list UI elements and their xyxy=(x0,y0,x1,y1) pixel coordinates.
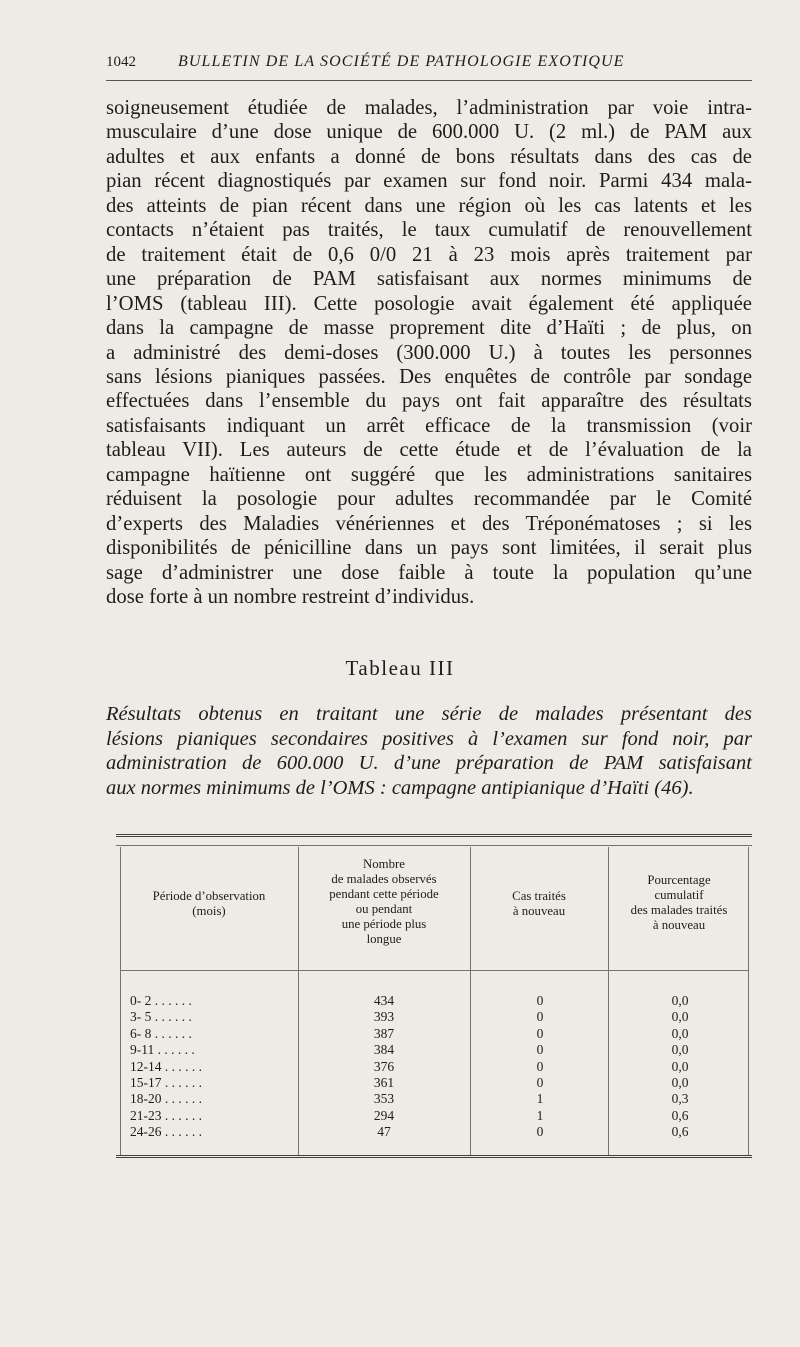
text-line: lésions pianiques secondaires positives à l’examen sur fond noir, par xyxy=(106,727,752,750)
cell-count: 294 xyxy=(373,1107,395,1123)
cell-count: 387 xyxy=(373,1025,395,1041)
text-line: d’experts des Maladies vénériennes et des Tréponématoses ; si les xyxy=(106,512,752,535)
cell-retreated: 1 xyxy=(536,1091,544,1107)
cell-retreated: 0 xyxy=(536,1124,544,1140)
cell-retreated: 0 xyxy=(536,1075,544,1090)
page-number: 1042 xyxy=(106,54,136,70)
header-count xyxy=(300,857,468,947)
table-title: Tableau III xyxy=(345,656,455,680)
text-line: pian récent diagnostiqués par examen sur fond noir. Parmi 434 mala- xyxy=(106,170,752,193)
cell-period: 24-26 . . . . . . xyxy=(130,1124,202,1140)
text-line: de traitement était de 0,6 0/0 21 à 23 mois après traitement par xyxy=(106,243,752,266)
cell-retreated: 0 xyxy=(536,1058,544,1074)
text-line: à nouveau xyxy=(512,904,566,918)
header-rule xyxy=(120,970,748,971)
cell-retreated: 0 xyxy=(536,1009,544,1025)
text-line: pendant cette période xyxy=(329,887,439,901)
cell-percentage: 0,6 xyxy=(671,1107,689,1123)
cell-period: 21-23 . . . . . . xyxy=(130,1107,202,1123)
text-line: sans lésions pianiques passées. Des enquêtes de contrôle par sondage xyxy=(106,365,752,388)
cell-period: 0- 2 . . . . . . xyxy=(130,993,192,1008)
cell-period: 15-17 . . . . . . xyxy=(130,1075,202,1090)
table-row xyxy=(116,1059,752,1075)
text-line: (mois) xyxy=(192,904,226,918)
table-row xyxy=(116,1026,752,1042)
cell-count: 353 xyxy=(373,1091,395,1107)
text-line: Résultats obtenus en traitant une série de malades présentant des xyxy=(106,703,752,725)
running-header xyxy=(106,52,752,81)
text-line: a administré des demi-doses (300.000 U.) à toutes les personnes xyxy=(106,341,752,364)
cell-percentage: 0,0 xyxy=(671,1042,689,1058)
cell-percentage: 0,0 xyxy=(671,1009,689,1025)
cell-count: 376 xyxy=(373,1058,395,1074)
cell-count: 434 xyxy=(373,993,395,1008)
cell-count: 47 xyxy=(377,1124,391,1140)
cell-count: 361 xyxy=(373,1075,395,1090)
cell-period: 18-20 . . . . . . xyxy=(130,1091,202,1107)
text-line: aux normes minimums de l’OMS : campagne antipianique d’Haïti (46). xyxy=(106,776,694,799)
text-line: administration de 600.000 U. d’une préparation de PAM satisfaisant xyxy=(106,752,752,774)
table-row xyxy=(116,1075,752,1091)
header-period xyxy=(122,889,296,919)
text-line: des malades traités xyxy=(630,903,728,917)
cell-retreated: 1 xyxy=(536,1107,544,1123)
cell-period: 12-14 . . . . . . xyxy=(130,1058,202,1074)
cell-period: 9-11 . . . . . . xyxy=(130,1042,195,1058)
cell-percentage: 0,3 xyxy=(671,1091,689,1107)
text-line: Pourcentage xyxy=(647,873,711,887)
text-line: campagne haïtienne ont suggéré que les administrations sanitaires xyxy=(106,463,752,486)
text-line: cumulatif xyxy=(654,888,704,902)
text-line: sage d’administrer une dose faible à toute la population qu’une xyxy=(106,561,752,584)
text-line: contacts n’étaient pas traités, le taux cumulatif de renouvellement xyxy=(106,219,752,242)
cell-retreated: 0 xyxy=(536,1042,544,1058)
text-line: soigneusement étudiée de malades, l’administration par voie intra- xyxy=(106,97,752,119)
table-row xyxy=(116,1091,752,1107)
text-line: ou pendant xyxy=(355,902,413,916)
text-line: à nouveau xyxy=(652,918,706,932)
cell-percentage: 0,0 xyxy=(671,1058,689,1074)
text-line: satisfaisants indiquant un arrêt efficace de la transmission (voir xyxy=(106,414,752,437)
table-row xyxy=(116,1124,752,1140)
table-inner-top-rule xyxy=(116,845,752,846)
cell-count: 393 xyxy=(373,1009,395,1025)
text-line: adultes et aux enfants a donné de bons résultats dans des cas de xyxy=(106,145,752,168)
text-line: Cas traités xyxy=(512,889,566,903)
header-retreated xyxy=(472,889,606,919)
table-caption xyxy=(106,702,752,800)
cell-retreated: 0 xyxy=(536,1025,544,1041)
cell-percentage: 0,0 xyxy=(671,993,689,1008)
cell-count: 384 xyxy=(373,1042,395,1058)
cell-percentage: 0,6 xyxy=(671,1124,689,1140)
table-row xyxy=(116,1042,752,1058)
table-row xyxy=(116,993,752,1009)
text-line: musculaire d’une dose unique de 600.000 U. (2 ml.) de PAM aux xyxy=(106,121,752,144)
body-paragraph xyxy=(106,96,752,610)
text-line: l’OMS (tableau III). Cette posologie avait également été appliquée xyxy=(106,292,752,315)
text-line: longue xyxy=(366,932,402,946)
cell-percentage: 0,0 xyxy=(671,1075,689,1090)
table-row xyxy=(116,1009,752,1025)
results-table xyxy=(116,834,752,1158)
table-row xyxy=(116,1108,752,1124)
text-line: Nombre xyxy=(363,857,405,871)
text-line: Période d’observation xyxy=(152,889,266,903)
cell-retreated: 0 xyxy=(536,993,544,1008)
text-line: une période plus xyxy=(341,917,427,931)
text-line: dans la campagne de masse proprement dite d’Haïti ; de plus, on xyxy=(106,317,752,340)
text-line: effectuées dans l’ensemble du pays ont fait apparaître des résultats xyxy=(106,390,752,413)
cell-period: 3- 5 . . . . . . xyxy=(130,1009,192,1025)
text-line: de malades observés xyxy=(331,872,437,886)
text-line: dose forte à un nombre restreint d’individus. xyxy=(106,586,475,609)
running-title: BULLETIN DE LA SOCIÉTÉ DE PATHOLOGIE EXOTIQUE xyxy=(178,53,625,70)
header-percentage xyxy=(610,873,748,933)
text-line: des atteints de pian récent dans une région où les cas latents et les xyxy=(106,194,752,217)
text-line: tableau VII). Les auteurs de cette étude et de l’évaluation de la xyxy=(106,439,752,462)
cell-period: 6- 8 . . . . . . xyxy=(130,1025,192,1041)
cell-percentage: 0,0 xyxy=(671,1025,689,1041)
text-line: disponibilités de pénicilline dans un pays sont limitées, il serait plus xyxy=(106,537,752,560)
text-line: une préparation de PAM satisfaisant aux normes minimums de xyxy=(106,268,752,291)
text-line: réduisent la posologie pour adultes recommandée par le Comité xyxy=(106,488,752,511)
